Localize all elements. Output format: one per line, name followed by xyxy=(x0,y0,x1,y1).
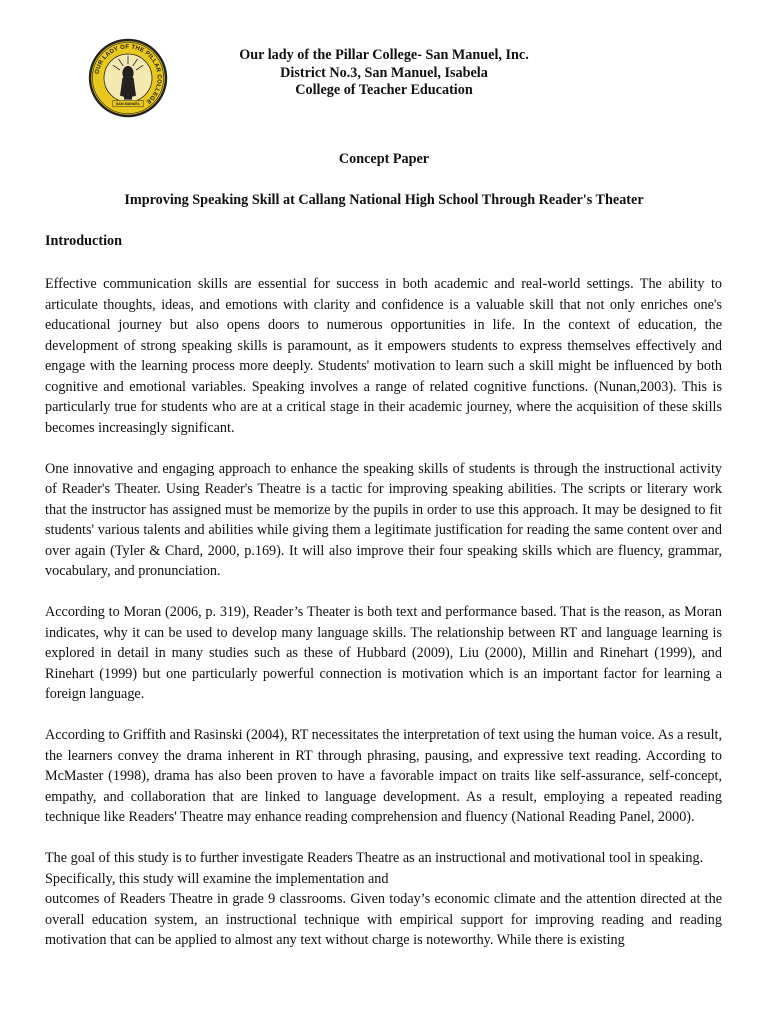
section-heading-introduction: Introduction xyxy=(45,233,122,249)
svg-text:OUR LADY OF THE PILLAR COLLEGE: OUR LADY OF THE PILLAR COLLEGE xyxy=(94,44,162,105)
paragraph: Effective communication skills are essential for success in both academic and real-world settings. The ability to articulate thoughts, ideas, and emotions with clarity and confidence is a valuable skill that not only enriches one's educational journey but also opens doors to numerous opportunities in life. In the context of education, the development of strong speaking skills is paramount, as it empowers students to express themselves effectively and engage with the learning process more deeply. Students' motivation to learn such a skill might be influenced by both cognitive and emotional variables. Speaking involves a range of related cognitive functions. (Nunan,2003). This is particularly true for students who are at a critical stage in their academic journey, where the acquisition of these skills becomes increasingly significant. xyxy=(45,276,722,436)
institution-college: College of Teacher Education xyxy=(295,82,473,98)
institution-name: Our lady of the Pillar College- San Manuel, Inc. xyxy=(239,47,529,63)
document-title: Concept Paper xyxy=(338,151,430,167)
institution-header xyxy=(200,47,568,100)
document-body xyxy=(45,274,722,971)
paragraph: According to Griffith and Rasinski (2004), RT necessitates the interpretation of text using the human voice. As a result, the learners convey the drama inherent in RT through phrasing, pausing, and expressive text reading. According to McMaster (1998), drama has also been proven to have a favorable impact on traits like self-assurance, self-concept, empathy, and collaboration that are linked to language development. As a result, employing a repeated reading technique like Readers' Theatre may enhance reading comprehension and fluency (National Reading Panel, 2000). xyxy=(45,727,722,825)
institution-district: District No.3, San Manuel, Isabela xyxy=(280,64,488,81)
paragraph: One innovative and engaging approach to enhance the speaking skills of students is through the instructional activity of Reader's Theater. Using Reader's Theatre is a tactic for improving speaking abilities. The scripts or literary work that the instructor has assigned must be memorize by the pupils in order to use this approach. It may be designed to fit students' various talents and abilities while giving them a legitimate justification for reading the same content over and over again (Tyler & Chard, 2000, p.169). It will also improve their four speaking skills which are fluency, grammar, vocabulary, and pronunciation. xyxy=(45,460,722,579)
paragraph: According to Moran (2006, p. 319), Reader’s Theater is both text and performance based. That is the reason, as Moran indicates, why it can be used to develop many language skills. The relationship between RT and language learning is explored in detail in many studies such as these of Hubbard (2009), Liu (2000), Millin and Rinehart (1999), and Rinehart (1999) but one particularly powerful connection is motivation which is an important factor for learning a foreign language. xyxy=(45,604,722,702)
college-seal-logo xyxy=(88,38,168,118)
svg-text:SAN MANUEL: SAN MANUEL xyxy=(116,102,140,107)
document-subtitle: Improving Speaking Skill at Callang National High School Through Reader's Theater xyxy=(124,192,644,208)
paragraph: outcomes of Readers Theatre in grade 9 classrooms. Given today’s economic climate and the attention directed at the overall education system, an instructional technique with empirical support for improving reading and reading motivation that can be applied to almost any text without charge is noteworthy. While there is existing xyxy=(45,891,722,948)
paragraph: The goal of this study is to further investigate Readers Theatre as an instructional and motivational tool in speaking. Specifically, this study will examine the implementation and xyxy=(45,850,704,887)
